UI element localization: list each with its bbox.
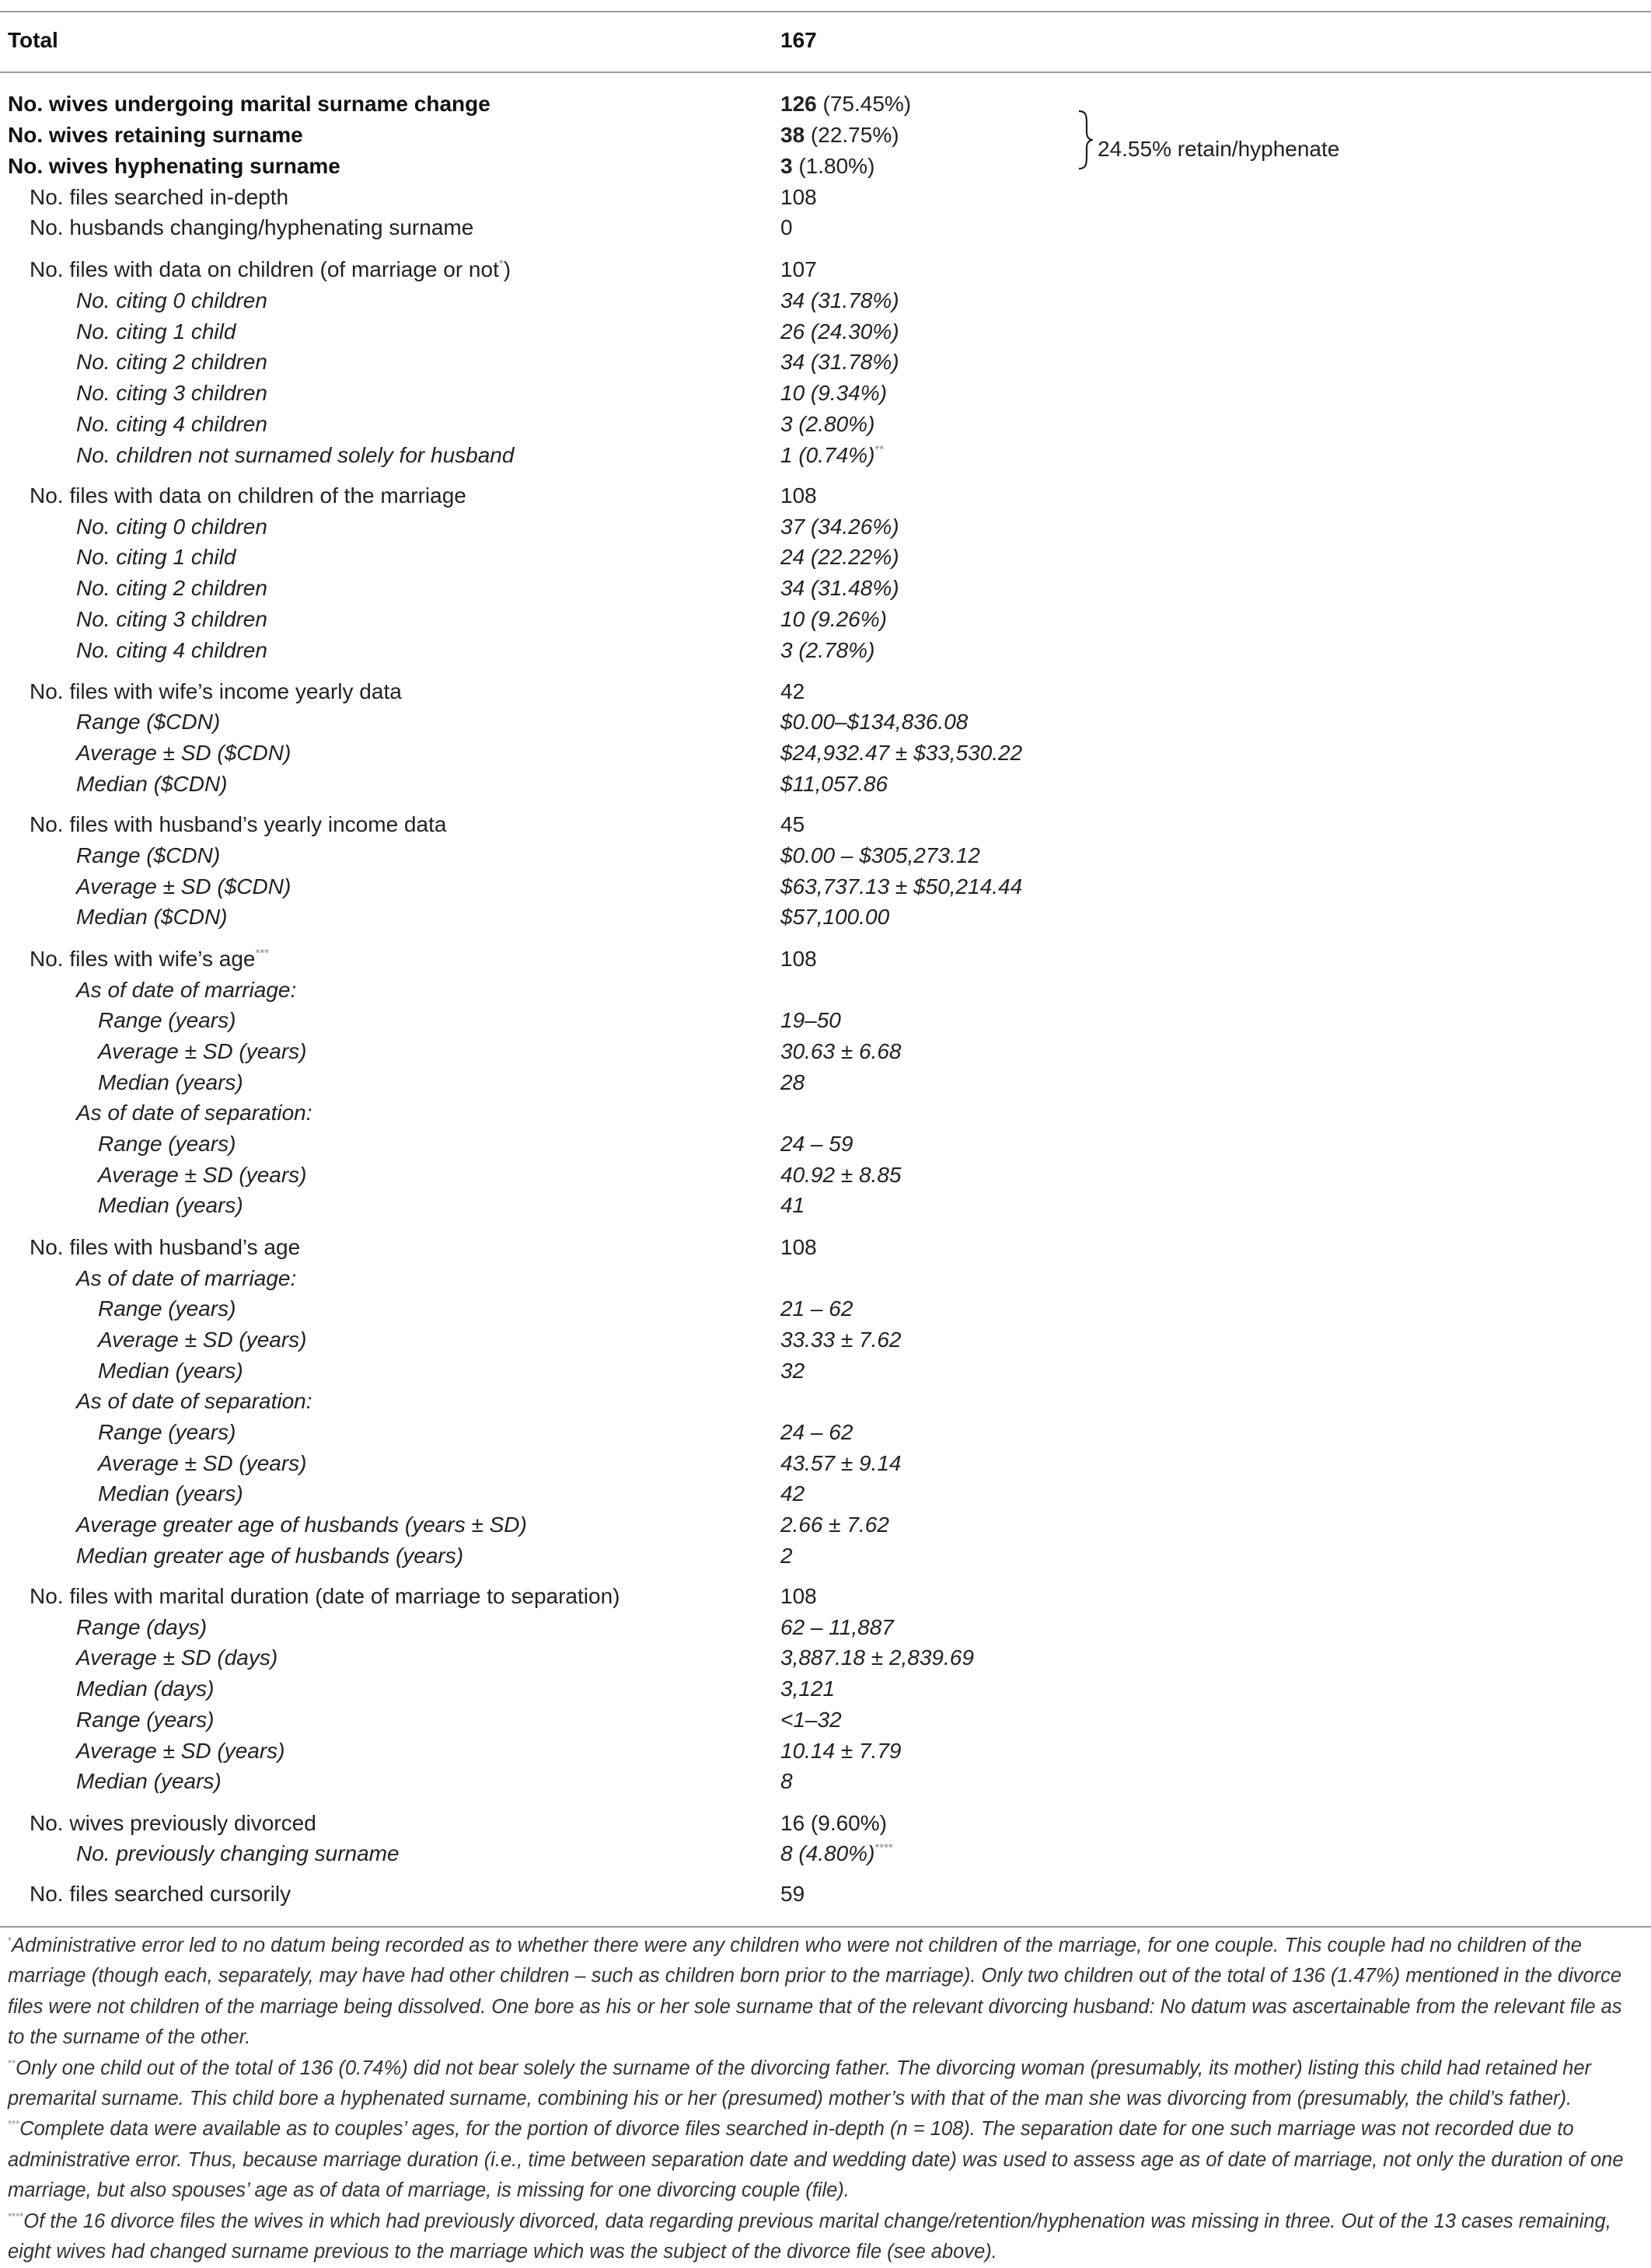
row-value: 108 <box>780 1584 817 1608</box>
row-label: Range (years) <box>98 1008 236 1032</box>
footnote: *Administrative error led to no datum being recorded as to whether there were any children who were not children of the marriage, for one couple. This couple had no children of the marriage (though each, separately, may have had other children – such as children born prior to the marriage). Only two children out of the total of 136 (1.47%) mentioned in the divorce files were not children of the marriage being dissolved. One bore as his or her sole surname that of the relevant divorcing husband: No datum was ascertainable from the relevant file as to the surname of the other. <box>8 1935 1622 2049</box>
row-label: No. citing 4 children <box>76 412 267 436</box>
row-value: 107 <box>780 257 817 281</box>
table-row <box>0 738 1651 769</box>
row-value: 40.92 ± 8.85 <box>780 1163 902 1187</box>
table-row <box>0 1232 1651 1263</box>
table-row <box>0 1097 1651 1129</box>
row-value: $57,100.00 <box>780 905 890 929</box>
table-row <box>0 212 1651 243</box>
row-label: No. files with wife’s age*** <box>30 947 270 971</box>
row-value: 32 <box>780 1359 805 1383</box>
row-value: 3,121 <box>780 1677 836 1701</box>
table-row <box>0 1263 1651 1294</box>
row-label: As of date of marriage: <box>76 1266 297 1290</box>
table-row <box>0 1509 1651 1540</box>
row-value: $0.00 – $305,273.12 <box>780 843 980 867</box>
row-label: Median (years) <box>76 1769 222 1793</box>
table-row <box>0 769 1651 800</box>
table-row <box>0 1478 1651 1509</box>
row-label: No. citing 0 children <box>76 288 267 312</box>
row-label: Average ± SD (years) <box>76 1739 285 1763</box>
row-label: No. files with husband’s yearly income data <box>30 812 447 836</box>
table-row <box>0 871 1651 902</box>
retain-hyphenate-note: 24.55% retain/hyphenate <box>1098 137 1340 161</box>
table-row <box>0 1324 1651 1356</box>
table-top-rule <box>0 11 1651 12</box>
table-row <box>0 573 1651 604</box>
row-label: Average ± SD (years) <box>98 1039 307 1063</box>
row-value: 42 <box>780 679 805 703</box>
row-label: No. wives previously divorced <box>30 1811 316 1835</box>
table-row <box>0 1005 1651 1036</box>
right-brace-icon <box>1076 109 1096 171</box>
table-row <box>0 151 1651 182</box>
row-label: Median (years) <box>98 1359 243 1383</box>
row-value: 16 (9.60%) <box>780 1811 887 1835</box>
row-label: Average ± SD (days) <box>76 1645 278 1670</box>
row-value: $24,932.47 ± $33,530.22 <box>780 741 1023 765</box>
table-header-rule <box>0 72 1651 73</box>
table-row <box>0 1386 1651 1417</box>
row-value: 26 (24.30%) <box>780 319 899 344</box>
row-value: 2 <box>780 1544 793 1568</box>
row-value: 45 <box>780 812 805 836</box>
row-label: No. citing 2 children <box>76 576 267 600</box>
table-row <box>0 1673 1651 1704</box>
row-label: No. citing 0 children <box>76 515 267 539</box>
row-value: 108 <box>780 185 817 209</box>
row-label: No. citing 4 children <box>76 638 267 662</box>
table-row <box>0 809 1651 840</box>
table-row <box>0 902 1651 933</box>
table-row <box>0 1356 1651 1387</box>
row-value: 1 (0.74%)** <box>780 443 885 467</box>
row-value: 108 <box>780 483 817 508</box>
row-label: As of date of separation: <box>76 1389 312 1413</box>
table-row <box>0 1581 1651 1612</box>
row-value: $63,737.13 ± $50,214.44 <box>780 874 1023 898</box>
row-value: 3 (2.78%) <box>780 638 875 662</box>
row-value: 34 (31.78%) <box>780 350 899 374</box>
row-value: 43.57 ± 9.14 <box>780 1451 902 1475</box>
footnote: ***Complete data were available as to couples’ ages, for the portion of divorce files searched in-depth (n = 108). The separation date for one such marriage was not recorded due to administrative error. Thus, because marriage duration (i.e., time between separation date and wedding date) was used to assess age as of date of marriage, not only the duration of one marriage, but also spouses’ age as of data of marriage, is missing for one divorcing couple (file). <box>8 2118 1624 2202</box>
table-row <box>0 1766 1651 1797</box>
row-value: 19–50 <box>780 1008 841 1032</box>
row-label: No. files with data on children (of marriage or not*) <box>30 257 511 281</box>
row-label: No. wives undergoing marital surname change <box>8 92 490 116</box>
footnote: ****Of the 16 divorce files the wives in which had previously divorced, data regarding previous marital change/retention/hyphenation was missing in three. Out of the 13 cases remaining, eight wives had changed surname previous to the marriage which was the subject of the divorce file (see above). <box>8 2210 1611 2263</box>
row-value: 10.14 ± 7.79 <box>780 1739 902 1763</box>
row-value: 28 <box>780 1070 805 1094</box>
row-label: No. files with data on children of the marriage <box>30 483 466 508</box>
row-value: 41 <box>780 1193 805 1217</box>
row-value: 21 – 62 <box>780 1296 853 1321</box>
row-label: No. wives retaining surname <box>8 123 303 147</box>
table-row <box>0 542 1651 573</box>
table-row <box>0 511 1651 543</box>
table-row <box>0 1448 1651 1479</box>
table-footnotes <box>8 1931 1643 2267</box>
table-row <box>0 378 1651 409</box>
row-label: Range (years) <box>98 1132 236 1156</box>
row-label: Median (days) <box>76 1677 215 1701</box>
row-label: As of date of marriage: <box>76 978 297 1002</box>
table-row <box>0 676 1651 707</box>
row-label: Range ($CDN) <box>76 843 221 867</box>
row-label: No. children not surnamed solely for husband <box>76 443 515 467</box>
row-label: No. files with husband’s age <box>30 1235 301 1259</box>
row-value: 3 (1.80%) <box>780 154 875 178</box>
table-row <box>0 347 1651 378</box>
table-row <box>0 480 1651 511</box>
table-row <box>0 1704 1651 1736</box>
row-value: 3 (2.80%) <box>780 412 875 436</box>
table-row <box>0 604 1651 635</box>
row-value: 2.66 ± 7.62 <box>780 1513 889 1537</box>
row-label: Range (years) <box>76 1708 215 1732</box>
row-label: No. citing 3 children <box>76 381 267 405</box>
row-label: Median greater age of husbands (years) <box>76 1544 464 1568</box>
row-label: No. citing 1 child <box>76 545 236 569</box>
table-row <box>0 1612 1651 1643</box>
row-value: 10 (9.26%) <box>780 607 887 631</box>
table-row <box>0 1129 1651 1160</box>
table-row <box>0 89 1651 120</box>
row-value: 3,887.18 ± 2,839.69 <box>780 1645 974 1670</box>
total-value: 167 <box>780 28 817 52</box>
row-value: 30.63 ± 6.68 <box>780 1039 902 1063</box>
row-label: Median ($CDN) <box>76 905 228 929</box>
row-label: Range ($CDN) <box>76 710 221 734</box>
row-label: Average ± SD ($CDN) <box>76 741 291 765</box>
table-row <box>0 182 1651 213</box>
row-value: 8 <box>780 1769 793 1793</box>
row-label: Average ± SD (years) <box>98 1328 307 1352</box>
row-label: Median (years) <box>98 1070 243 1094</box>
row-label: As of date of separation: <box>76 1101 312 1125</box>
table-row <box>0 1540 1651 1572</box>
table-row <box>0 120 1651 151</box>
row-label: Average greater age of husbands (years ± SD) <box>76 1513 527 1537</box>
table-row <box>0 840 1651 871</box>
row-label: Median ($CDN) <box>76 772 228 796</box>
table-bottom-rule <box>0 1926 1651 1928</box>
table-row <box>0 440 1651 471</box>
row-label: Range (days) <box>76 1615 208 1639</box>
table-row <box>0 409 1651 440</box>
row-value: 33.33 ± 7.62 <box>780 1328 902 1352</box>
row-value: 37 (34.26%) <box>780 515 899 539</box>
row-value: 24 (22.22%) <box>780 545 899 569</box>
row-value: 8 (4.80%)**** <box>780 1841 893 1865</box>
row-value: 38 (22.75%) <box>780 123 899 147</box>
row-value: 24 – 59 <box>780 1132 853 1156</box>
row-value: 34 (31.78%) <box>780 288 899 312</box>
table-row <box>0 1736 1651 1767</box>
row-label: Median (years) <box>98 1193 243 1217</box>
row-value: 108 <box>780 947 817 971</box>
row-value: 34 (31.48%) <box>780 576 899 600</box>
row-value: 10 (9.34%) <box>780 381 887 405</box>
table-row <box>0 1067 1651 1098</box>
row-label: No. citing 3 children <box>76 607 267 631</box>
table-row <box>0 975 1651 1006</box>
row-value: 108 <box>780 1235 817 1259</box>
row-label: No. citing 1 child <box>76 319 236 344</box>
table-row <box>0 285 1651 316</box>
table-row <box>0 1190 1651 1221</box>
row-label: Average ± SD (years) <box>98 1451 307 1475</box>
table-row <box>0 1838 1651 1869</box>
row-value: 59 <box>780 1882 805 1906</box>
total-label: Total <box>8 28 58 52</box>
row-value: 126 (75.45%) <box>780 92 912 116</box>
table-row <box>0 1879 1651 1910</box>
table-row <box>0 1160 1651 1191</box>
table-row <box>0 1642 1651 1673</box>
row-label: No. citing 2 children <box>76 350 267 374</box>
row-label: No. files with wife’s income yearly data <box>30 679 402 703</box>
row-label: Average ± SD (years) <box>98 1163 307 1187</box>
table-row <box>0 1808 1651 1839</box>
row-value: 0 <box>780 215 793 239</box>
table-row <box>0 254 1651 285</box>
row-value: 42 <box>780 1481 805 1506</box>
table-row <box>0 1293 1651 1324</box>
row-value: <1–32 <box>780 1708 842 1732</box>
table-row <box>0 1417 1651 1448</box>
row-label: No. husbands changing/hyphenating surname <box>30 215 474 239</box>
table-row <box>0 316 1651 347</box>
row-label: No. files searched cursorily <box>30 1882 291 1906</box>
row-label: Median (years) <box>98 1481 243 1506</box>
row-value: $11,057.86 <box>780 772 888 796</box>
row-label: No. files searched in-depth <box>30 185 289 209</box>
table-row <box>0 635 1651 666</box>
row-label: Average ± SD ($CDN) <box>76 874 291 898</box>
row-label: Range (years) <box>98 1296 236 1321</box>
row-label: Range (years) <box>98 1420 236 1444</box>
row-value: 24 – 62 <box>780 1420 853 1444</box>
table-row <box>0 707 1651 738</box>
row-label: No. previously changing surname <box>76 1841 400 1865</box>
table-header-row <box>0 25 1651 56</box>
row-value: $0.00–$134,836.08 <box>780 710 969 734</box>
row-label: No. wives hyphenating surname <box>8 154 340 178</box>
table-row <box>0 1036 1651 1067</box>
table-row <box>0 944 1651 975</box>
row-label: No. files with marital duration (date of marriage to separation) <box>30 1584 620 1608</box>
row-value: 62 – 11,887 <box>780 1615 894 1639</box>
footnote: **Only one child out of the total of 136 (0.74%) did not bear solely the surname of the divorcing father. The divorcing woman (presumably, its mother) listing this child had retained her premarital surname. This child bore a hyphenated surname, combining his or her (presumed) mother’s with that of the man she was divorcing from (presumably, the child’s father). <box>8 2057 1592 2110</box>
